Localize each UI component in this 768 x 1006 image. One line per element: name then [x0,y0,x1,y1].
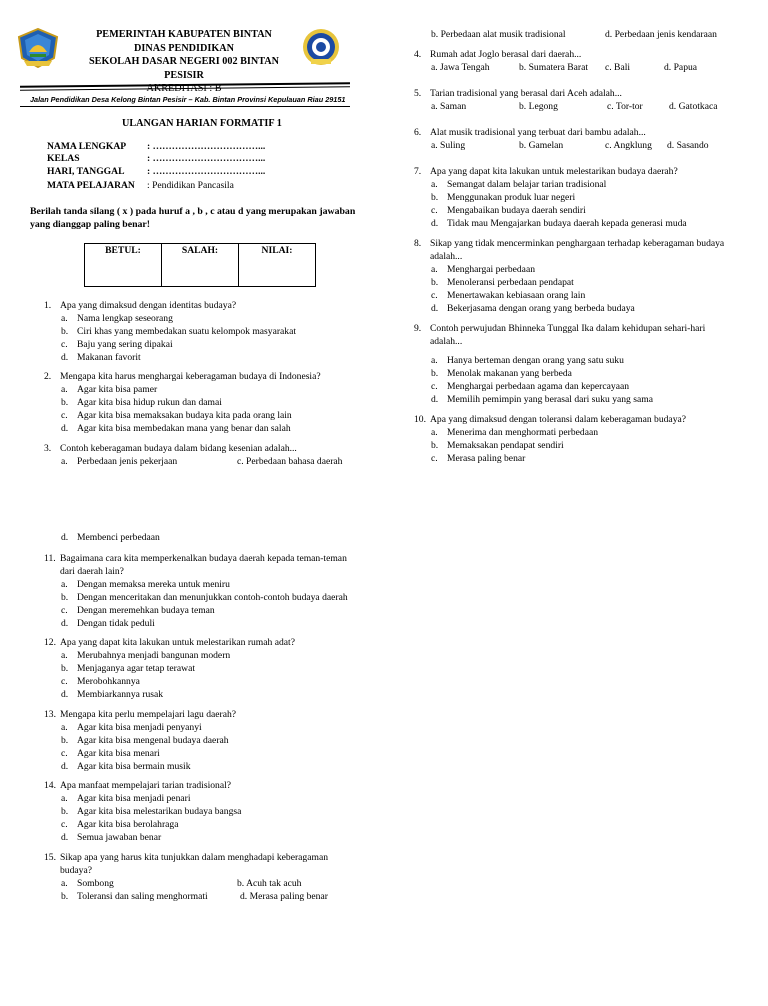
identity-row-class: KELAS : ……………………………... [47,152,266,164]
option-d[interactable]: d. Agar kita bisa membedakan mana yang benar dan salah [61,423,291,434]
option-b[interactable]: b. Menjaganya agar tetap terawat [61,663,195,674]
school-address: Jalan Pendidikan Desa Kelong Bintan Pesisir – Kab. Bintan Provinsi Kepulauan Riau 29151 [30,95,346,104]
score-wrong-cell: SALAH: [162,244,239,287]
option-c[interactable]: c. Menghargai perbedaan agama dan kepercayaan [431,381,630,392]
option-c[interactable]: c. Dengan meremehkan budaya teman [61,605,215,616]
question-12: 12. Apa yang dapat kita lakukan untuk melestarikan rumah adat? a. Merubahnya menjadi bangunan modern b. Menjaganya agar tetap terawat c. Merobohkannya d. Membiarkannya rusak [44,637,295,700]
school-logo [302,28,340,66]
question-13: 13. Mengapa kita perlu mempelajari lagu daerah? a. Agar kita bisa menjadi penyanyi b. Agar kita bisa mengenal budaya daerah c. Agar kita bisa menari d. Agar kita bisa bermain musik [44,709,237,772]
option-b[interactable]: b. Acuh tak acuh [237,878,302,889]
question-8: 8. Sikap yang tidak mencerminkan penghargaan terhadap keberagaman budaya adalah... a. Menghargai perbedaan b. Menoleransi perbedaan pendapat c. Menertawakan kebiasaan orang lain d. Bekerjasama dengan orang yang berbeda budaya [414,238,725,314]
option-d[interactable]: d. Gatotkaca [669,101,718,112]
score-table [84,243,316,287]
option-d[interactable]: d. Sasando [667,140,709,151]
letterhead-department: DINAS PENDIDIKAN [134,42,234,54]
option-c[interactable]: c. Agar kita bisa memaksakan budaya kita pada orang lain [61,410,292,421]
option-a[interactable]: Perbedaan jenis pekerjaan [77,456,178,467]
question-4: 4. Rumah adat Joglo berasal dari daerah... a. Jawa Tengah b. Sumatera Barat c. Bali d. Papua [414,49,698,73]
question-1: 1. Apa yang dimaksud dengan identitas budaya? a. Nama lengkap seseorang b. Ciri khas yang membedakan suatu kelompok masyarakat c. Baju yang sering dipakai d. Makanan favorit [44,300,296,363]
identity-row-name: NAMA LENGKAP : ……………………………... [47,141,266,152]
option-b[interactable]: b. Menoleransi perbedaan pendapat [431,277,574,288]
option-d[interactable]: d. Dengan tidak peduli [61,618,155,629]
question-5: 5. Tarian tradisional yang berasal dari Aceh adalah... a. Saman b. Legong c. Tor-tor d. Gatotkaca [414,88,718,112]
question-11: 11. Bagaimana cara kita memperkenalkan budaya daerah kepada teman-teman dari daerah lain? a. Dengan memaksa mereka untuk meniru b. Dengan menceritakan dan menunjukkan contoh-contoh budaya daerah c. Dengan meremehkan budaya teman d. Dengan tidak peduli [44,553,348,629]
question-10: 10. Apa yang dimaksud dengan toleransi dalam keberagaman budaya? a. Menerima dan menghormati perbedaan b. Memaksakan pendapat sendiri c. Merasa paling benar [414,414,687,464]
score-grade-cell: NILAI: [239,244,316,287]
option-b[interactable]: b. Sumatera Barat [519,62,588,73]
bintan-regency-logo [16,28,60,68]
question-9: 9. Contoh perwujudan Bhinneka Tunggal Ika dalam kehidupan sehari-hari adalah... a. Hanya berteman dengan orang yang satu suku b. Menolak makanan yang berbeda c. Menghargai perbedaan agama dan kepercayaan d. Memilih pemimpin yang berasal dari suku yang sama [414,323,706,405]
question-15: 15. Sikap apa yang harus kita tunjukkan dalam menghadapi keberagaman budaya? a. Sombong b. Acuh tak acuh b. Toleransi dan saling menghormati d. Merasa paling benar [44,852,329,902]
option-c[interactable]: c. Perbedaan bahasa daerah [237,456,343,467]
option-a[interactable]: a. Jawa Tengah [431,62,490,73]
option-d[interactable]: d. Membiarkannya rusak [61,689,164,700]
letterhead-government: PEMERINTAH KABUPATEN BINTAN [96,29,272,40]
question-2: 2. Mengapa kita harus menghargai keberagaman budaya di Indonesia? a. Agar kita bisa pamer b. Agar kita bisa hidup rukun dan damai c. Agar kita bisa memaksakan budaya kita pada orang lain d. Agar kita bisa membedakan mana yang benar dan salah [44,371,321,434]
exam-title: ULANGAN HARIAN FORMATIF 1 [122,118,282,129]
option-b[interactable]: b. Dengan menceritakan dan menunjukkan contoh-contoh budaya daerah [61,592,348,603]
address-divider [20,106,350,107]
option-a[interactable]: a. Menghargai perbedaan [431,264,535,275]
identity-block [47,141,265,191]
option-b[interactable]: b. Menolak makanan yang berbeda [431,368,572,379]
option-c[interactable]: c. Agar kita bisa menari [61,748,160,759]
option-a[interactable]: a. Merubahnya menjadi bangunan modern [61,650,231,661]
option-d[interactable]: d. Tidak mau Mengajarkan budaya daerah kepada generasi muda [431,218,687,229]
option-a[interactable]: a. Dengan memaksa mereka untuk meniru [61,579,230,590]
option-c[interactable]: c. Mengabaikan budaya daerah sendiri [431,205,586,216]
question-6: 6. Alat musik tradisional yang terbuat dari bambu adalah... a. Suling b. Gamelan c. Angklung d. Sasando [414,127,709,151]
option-d[interactable]: d. Memilih pemimpin yang berasal dari suku yang sama [431,394,653,405]
option-a[interactable]: Sombong [77,878,114,889]
question-10-continued [44,531,160,544]
instruction: Berilah tanda silang ( x ) pada huruf a , b , c atau d yang merupakan jawaban yang dianggap paling benar! [30,206,356,230]
option-a[interactable]: a. Agar kita bisa pamer [61,384,158,395]
option-d[interactable]: d. Membenci perbedaan [61,532,160,543]
option-c[interactable]: c. Angklung [605,140,652,151]
option-c[interactable]: c. Bali [605,62,631,73]
option-d[interactable]: d. Papua [664,62,698,73]
option-a[interactable]: a. Semangat dalam belajar tarian tradisional [431,179,607,190]
option-b[interactable]: b. Agar kita bisa melestarikan budaya bangsa [61,806,242,817]
option-b[interactable]: b. Menggunakan produk luar negeri [431,192,576,203]
option-a[interactable]: a. Nama lengkap seseorang [61,313,173,324]
option-d[interactable]: d. Bekerjasama dengan orang yang berbeda budaya [431,303,635,314]
option-c[interactable]: Toleransi dan saling menghormati [77,891,208,902]
score-correct-cell: BETUL: [85,244,162,287]
option-d[interactable]: d. Semua jawaban benar [61,832,162,843]
identity-row-subject: MATA PELAJARAN : Pendidikan Pancasila [47,179,234,191]
option-b[interactable]: b. Gamelan [519,140,564,151]
question-3: 3. Contoh keberagaman budaya dalam bidang kesenian adalah... a. Perbedaan jenis pekerjaan c. Perbedaan bahasa daerah [44,443,343,467]
letterhead-school: SEKOLAH DASAR NEGERI 002 BINTAN PESISIR [88,56,279,81]
option-d[interactable]: d. Agar kita bisa bermain musik [61,761,191,772]
option-c[interactable]: c. Tor-tor [607,101,643,112]
option-c[interactable]: c. Menertawakan kebiasaan orang lain [431,290,586,301]
option-c[interactable]: c. Merasa paling benar [431,453,526,464]
option-a[interactable]: a. Saman [431,101,467,112]
option-a[interactable]: a. Suling [431,140,466,151]
option-c[interactable]: c. Baju yang sering dipakai [61,339,173,350]
option-d[interactable]: d. Makanan favorit [61,352,141,363]
option-b[interactable]: b. Agar kita bisa mengenal budaya daerah [61,735,229,746]
question-7: 7. Apa yang dapat kita lakukan untuk melestarikan budaya daerah? a. Semangat dalam belajar tarian tradisional b. Menggunakan produk luar negeri c. Mengabaikan budaya daerah sendiri d. Tidak mau Mengajarkan budaya daerah kepada generasi muda [414,166,687,229]
option-b[interactable]: b. Legong [519,101,558,112]
option-a[interactable]: a. Agar kita bisa menjadi penyanyi [61,722,202,733]
option-a[interactable]: a. Menerima dan menghormati perbedaan [431,427,599,438]
identity-row-date: HARI, TANGGAL : ……………………………... [47,166,266,177]
option-c[interactable]: c. Agar kita bisa berolahraga [61,819,179,830]
option-b[interactable]: b. Perbedaan alat musik tradisional [431,29,566,40]
option-b[interactable]: b. Ciri khas yang membedakan suatu kelompok masyarakat [61,326,296,337]
option-d[interactable]: d. Perbedaan jenis kendaraan [605,29,717,40]
option-d[interactable]: d. Merasa paling benar [240,891,328,902]
option-b[interactable]: b. Memaksakan pendapat sendiri [431,440,564,451]
option-a[interactable]: a. Agar kita bisa menjadi penari [61,793,191,804]
option-b[interactable]: b. Agar kita bisa hidup rukun dan damai [61,397,222,408]
option-c[interactable]: c. Merobohkannya [61,676,140,687]
question-3-continued [414,28,717,41]
question-14: 14. Apa manfaat mempelajari tarian tradisional? a. Agar kita bisa menjadi penari b. Agar kita bisa melestarikan budaya bangsa c. Agar kita bisa berolahraga d. Semua jawaban benar [44,780,242,843]
option-a[interactable]: a. Hanya berteman dengan orang yang satu suku [431,355,624,366]
